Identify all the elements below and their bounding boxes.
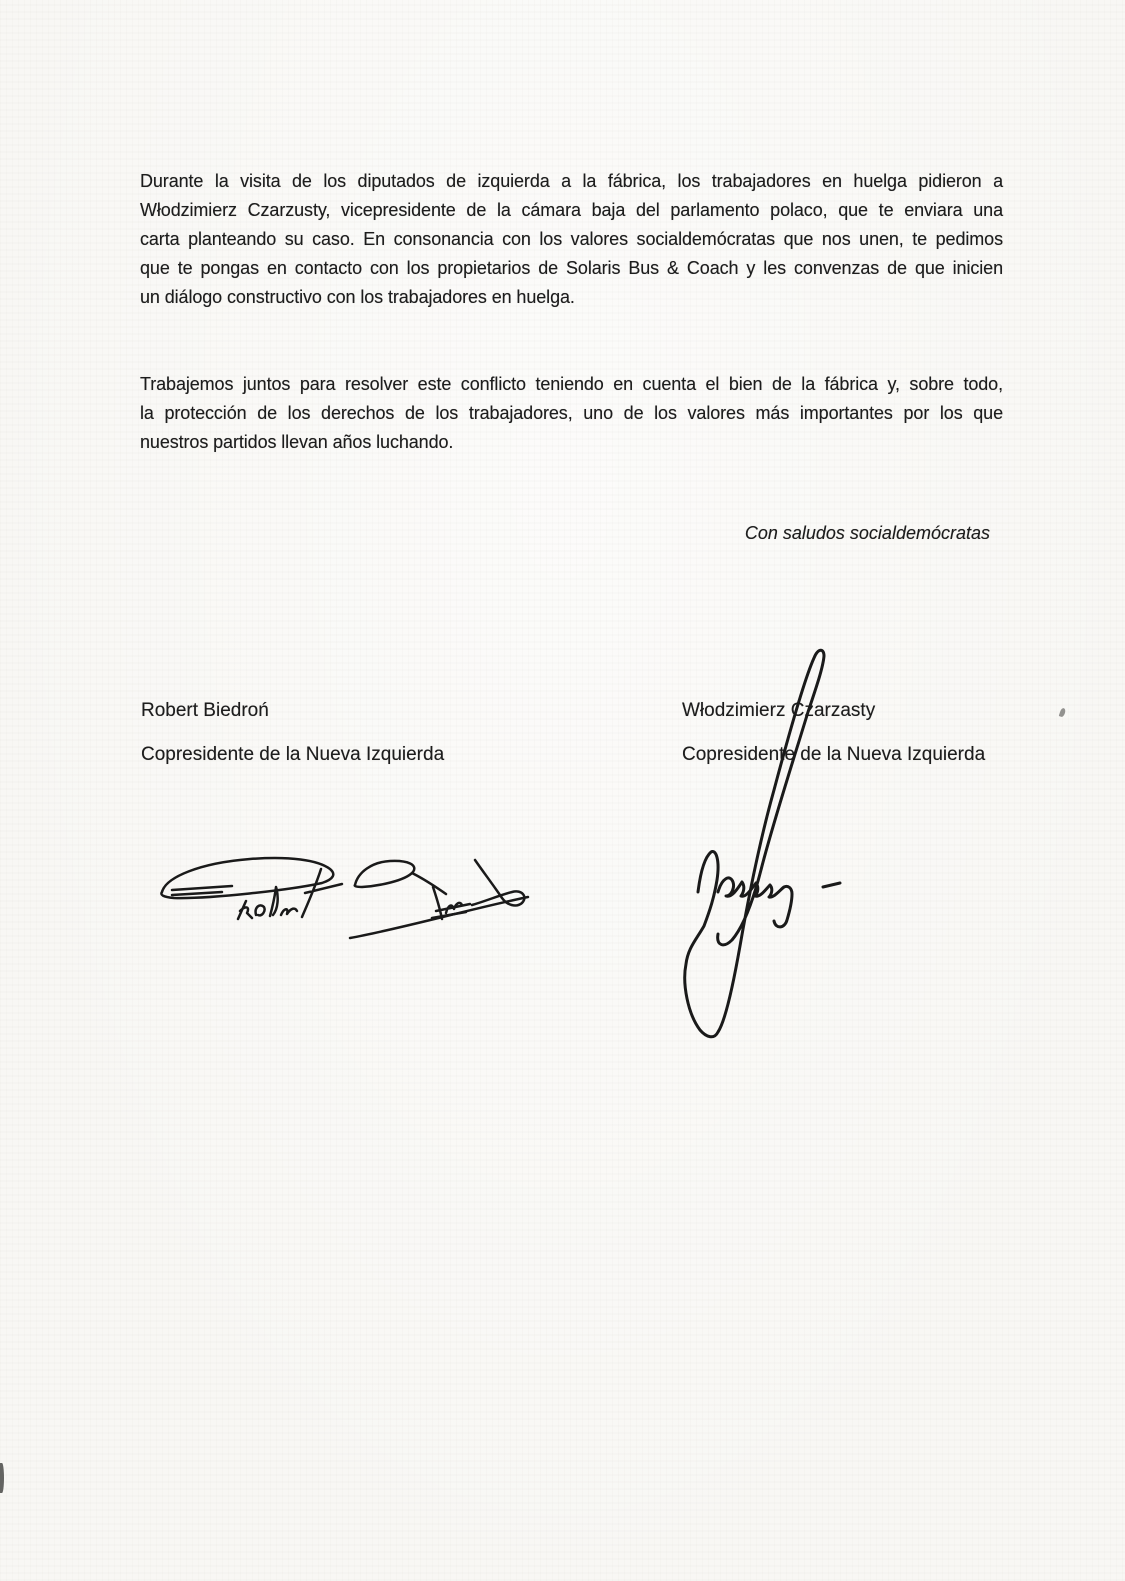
text-line: un diálogo constructivo con los trabajadores en huelga.: [140, 287, 575, 307]
signatory-name: Robert Biedroń: [141, 700, 269, 721]
body-paragraph-2: [140, 370, 1003, 457]
text-line: nuestros partidos llevan años luchando.: [140, 432, 454, 452]
text-line: Włodzimierz Czarzusty, vicepresidente de la cámara baja del parlamento polaco, que te enviara una: [140, 200, 1003, 220]
text-line: Durante la visita de los diputados de izquierda a la fábrica, los trabajadores en huelga pidieron a: [140, 171, 1003, 191]
text-line: la protección de los derechos de los trabajadores, uno de los valores más importantes por los que: [140, 403, 1003, 423]
text-line: carta planteando su caso. En consonancia con los valores socialdemócratas que nos unen, te pedimos: [140, 229, 1003, 249]
text-line: Trabajemos juntos para resolver este conflicto teniendo en cuenta el bien de la fábrica y, sobre todo,: [140, 374, 1003, 394]
text-line: que te pongas en contacto con los propietarios de Solaris Bus & Coach y les convenzas de que inicien: [140, 258, 1003, 278]
scan-artifact: [0, 1463, 4, 1493]
signatory-title: Copresidente de la Nueva Izquierda: [682, 744, 986, 765]
signatory-name: Włodzimierz Czarzasty: [682, 700, 876, 721]
signature-wlodzimierz-czarzasty: [676, 640, 851, 1045]
signature-robert-biedron: [150, 845, 535, 945]
scan-speck: [1059, 707, 1067, 717]
signatory-title: Copresidente de la Nueva Izquierda: [141, 744, 445, 765]
signatory-block-robert-biedron: [141, 696, 444, 769]
closing-salutation: Con saludos socialdemócratas: [744, 523, 990, 543]
body-paragraph-1: [140, 167, 1003, 312]
